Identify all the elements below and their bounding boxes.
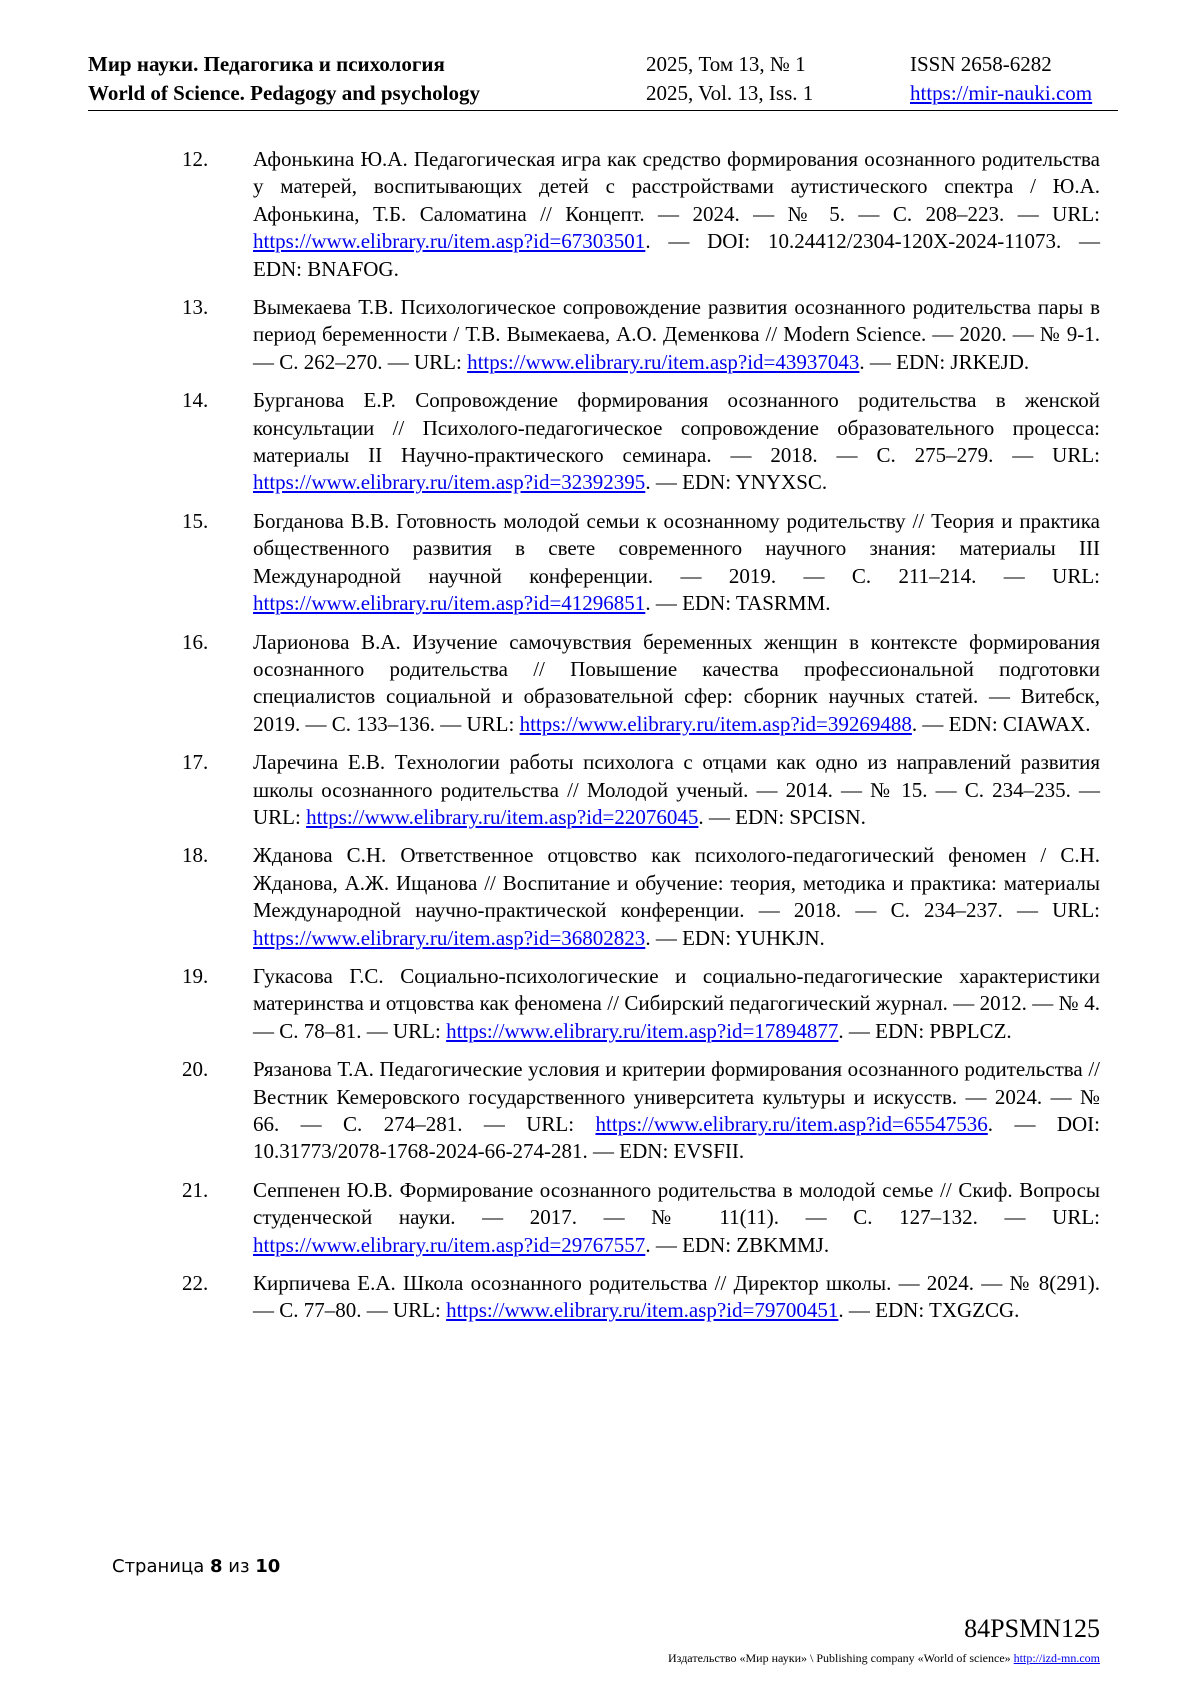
page-prefix: Страница [112,1556,205,1577]
reference-citation: Рязанова Т.А. Педагогические условия и критерии формирования осознанного родительства // Вестник Кемеровского государственного университета культуры и искусств. — 2024. — № 66. — С. 274–281. — URL: [253,1057,1100,1136]
issn: ISSN 2658-6282 [910,52,1052,76]
reference-url-link[interactable]: https://www.elibrary.ru/item.asp?id=29767557 [253,1232,646,1257]
reference-identifiers: . — EDN: YNYXSC. [645,470,828,495]
reference-number: 15. [182,508,209,533]
reference-text [253,963,1100,1045]
reference-number: 21. [182,1177,209,1202]
reference-text [253,842,1100,952]
reference-text [253,1270,1100,1325]
reference-text [253,508,1100,618]
reference-number: 13. [182,295,209,320]
reference-item [182,842,1100,952]
reference-list [182,146,1100,1336]
reference-item [182,629,1100,739]
page-header [88,50,1118,112]
reference-url-link[interactable]: https://www.elibrary.ru/item.asp?id=79700451 [446,1298,839,1323]
issue-en: 2025, Vol. 13, Iss. 1 [646,81,814,105]
journal-title-ru: Мир науки. Педагогика и психология [88,52,445,76]
reference-text [253,1056,1100,1166]
page-current: 8 [210,1556,223,1577]
reference-citation: Вымекаева Т.В. Психологическое сопровождение развития осознанного родительства пары в период беременности / Т.В. Вымекаева, А.О. Деменкова // Modern Science. — 2020. — № 9-1. — С. 262–270. — URL: [253,295,1100,374]
reference-identifiers: . — EDN: ZBKMMJ. [645,1232,830,1257]
reference-item [182,1056,1100,1166]
page-of: из [228,1556,250,1577]
reference-url-link[interactable]: https://www.elibrary.ru/item.asp?id=65547536 [595,1112,988,1136]
reference-item [182,963,1100,1045]
issue-ru: 2025, Том 13, № 1 [646,52,806,76]
reference-item [182,1270,1100,1325]
reference-item [182,1177,1100,1259]
reference-item [182,508,1100,618]
reference-url-link[interactable]: https://www.elibrary.ru/item.asp?id=17894877 [446,1018,839,1043]
journal-site-link[interactable]: https://mir-nauki.com [910,81,1093,105]
reference-url-link[interactable]: https://www.elibrary.ru/item.asp?id=22076045 [306,804,699,829]
reference-identifiers: . — EDN: TASRMM. [645,591,831,616]
reference-identifiers: . — EDN: PBPLCZ. [838,1018,1012,1043]
reference-citation: Афонькина Ю.А. Педагогическая игра как средство формирования осознанного родительства у матерей, воспитывающих детей с расстройствами аутистического спектра / Ю.А. Афонькина, Т.Б. Саломатина // Концепт. — 2024. — № 5. — С. 208–223. — URL: [253,147,1100,226]
reference-identifiers: . — EDN: JRKEJD. [859,349,1030,374]
reference-url-link[interactable]: https://www.elibrary.ru/item.asp?id=36802823 [253,925,646,950]
issn-info [910,50,1092,108]
header-divider [88,110,1118,111]
reference-url-link[interactable]: https://www.elibrary.ru/item.asp?id=41296851 [253,591,646,616]
reference-citation: Сеппенен Ю.В. Формирование осознанного родительства в молодой семье // Скиф. Вопросы студенческой науки. — 2017. — № 11(11). — С. 127–132. — URL: [253,1177,1100,1230]
reference-citation: Ларионова В.А. Изучение самочувствия беременных женщин в контексте формирования осознанного родительства // Повышение качества профессиональной подготовки специалистов социальной и образовательной сфер: сборник научных статей. — Витебск, 2019. — С. 133–136. — URL: [253,629,1100,736]
reference-citation: Кирпичева Е.А. Школа осознанного родительства // Директор школы. — 2024. — № 8(291). — С. 77–80. — URL: [253,1271,1100,1323]
reference-identifiers: . — EDN: YUHKJN. [645,925,825,950]
reference-text [253,387,1100,497]
reference-text [253,146,1100,283]
reference-number: 20. [182,1057,209,1082]
journal-title-en: World of Science. Pedagogy and psychology [88,81,481,105]
reference-url-link[interactable]: https://www.elibrary.ru/item.asp?id=32392395 [253,470,646,495]
reference-url-link[interactable]: https://www.elibrary.ru/item.asp?id=43937043 [467,349,860,374]
reference-identifiers: . — DOI: 10.31773/2078-1768-2024-66-274-281. — EDN: EVSFII. [253,1112,1100,1164]
reference-identifiers: . — EDN: CIAWAX. [911,711,1091,736]
reference-text [253,629,1100,739]
reference-number: 12. [182,147,209,171]
reference-number: 14. [182,388,209,413]
reference-number: 17. [182,750,209,775]
reference-item [182,146,1100,283]
reference-identifiers: . — DOI: 10.24412/2304-120X-2024-11073. — EDN: BNAFOG. [253,229,1100,281]
reference-identifiers: . — EDN: TXGZCG. [838,1298,1020,1323]
issue-info [646,50,813,108]
reference-text [253,294,1100,376]
reference-citation: Бурганова Е.Р. Сопровождение формирования осознанного родительства в женской консультации // Психолого-педагогическое сопровождение образовательного процесса: материалы II Научно-практического семинара. — 2018. — С. 275–279. — URL: [253,388,1100,468]
page-total: 10 [255,1556,281,1577]
reference-number: 22. [182,1271,209,1296]
reference-item [182,749,1100,831]
journal-title [88,50,480,108]
reference-url-link[interactable]: https://www.elibrary.ru/item.asp?id=67303501 [253,229,646,254]
reference-number: 16. [182,629,209,654]
article-code: 84PSMN125 [964,1614,1100,1643]
reference-citation: Богданова В.В. Готовность молодой семьи к осознанному родительству // Теория и практика общественного развития в свете современного научного знания: материалы III Международной научной конференции. — 2019. — С. 211–214. — URL: [253,508,1100,588]
reference-number: 18. [182,843,209,868]
reference-text [253,1177,1100,1259]
reference-item [182,387,1100,497]
publisher-text: Издательство «Мир науки» \ Publishing company «World of science» [668,1651,1011,1665]
reference-citation: Ларечина Е.В. Технологии работы психолога с отцами как одно из направлений развития школы осознанного родительства // Молодой ученый. — 2014. — № 15. — С. 234–235. — URL: [253,750,1100,829]
reference-citation: Гукасова Г.С. Социально-психологические и социально-педагогические характеристики материнства и отцовства как феномена // Сибирский педагогический журнал. — 2012. — № 4. — С. 78–81. — URL: [253,963,1100,1043]
reference-number: 19. [182,963,209,988]
reference-identifiers: . — EDN: SPCISN. [698,804,866,829]
reference-item [182,294,1100,376]
publisher-link[interactable]: http://izd-mn.com [1013,1651,1100,1665]
page-counter [112,1556,280,1577]
reference-text [253,749,1100,831]
publisher-line [668,1651,1100,1666]
reference-url-link[interactable]: https://www.elibrary.ru/item.asp?id=39269488 [519,711,912,736]
reference-citation: Жданова С.Н. Ответственное отцовство как психолого-педагогический феномен / С.Н. Жданова, А.Ж. Ищанова // Воспитание и обучение: теория, методика и практика: материалы Международной научно-практической конференции. — 2018. — С. 234–237. — URL: [253,843,1100,923]
